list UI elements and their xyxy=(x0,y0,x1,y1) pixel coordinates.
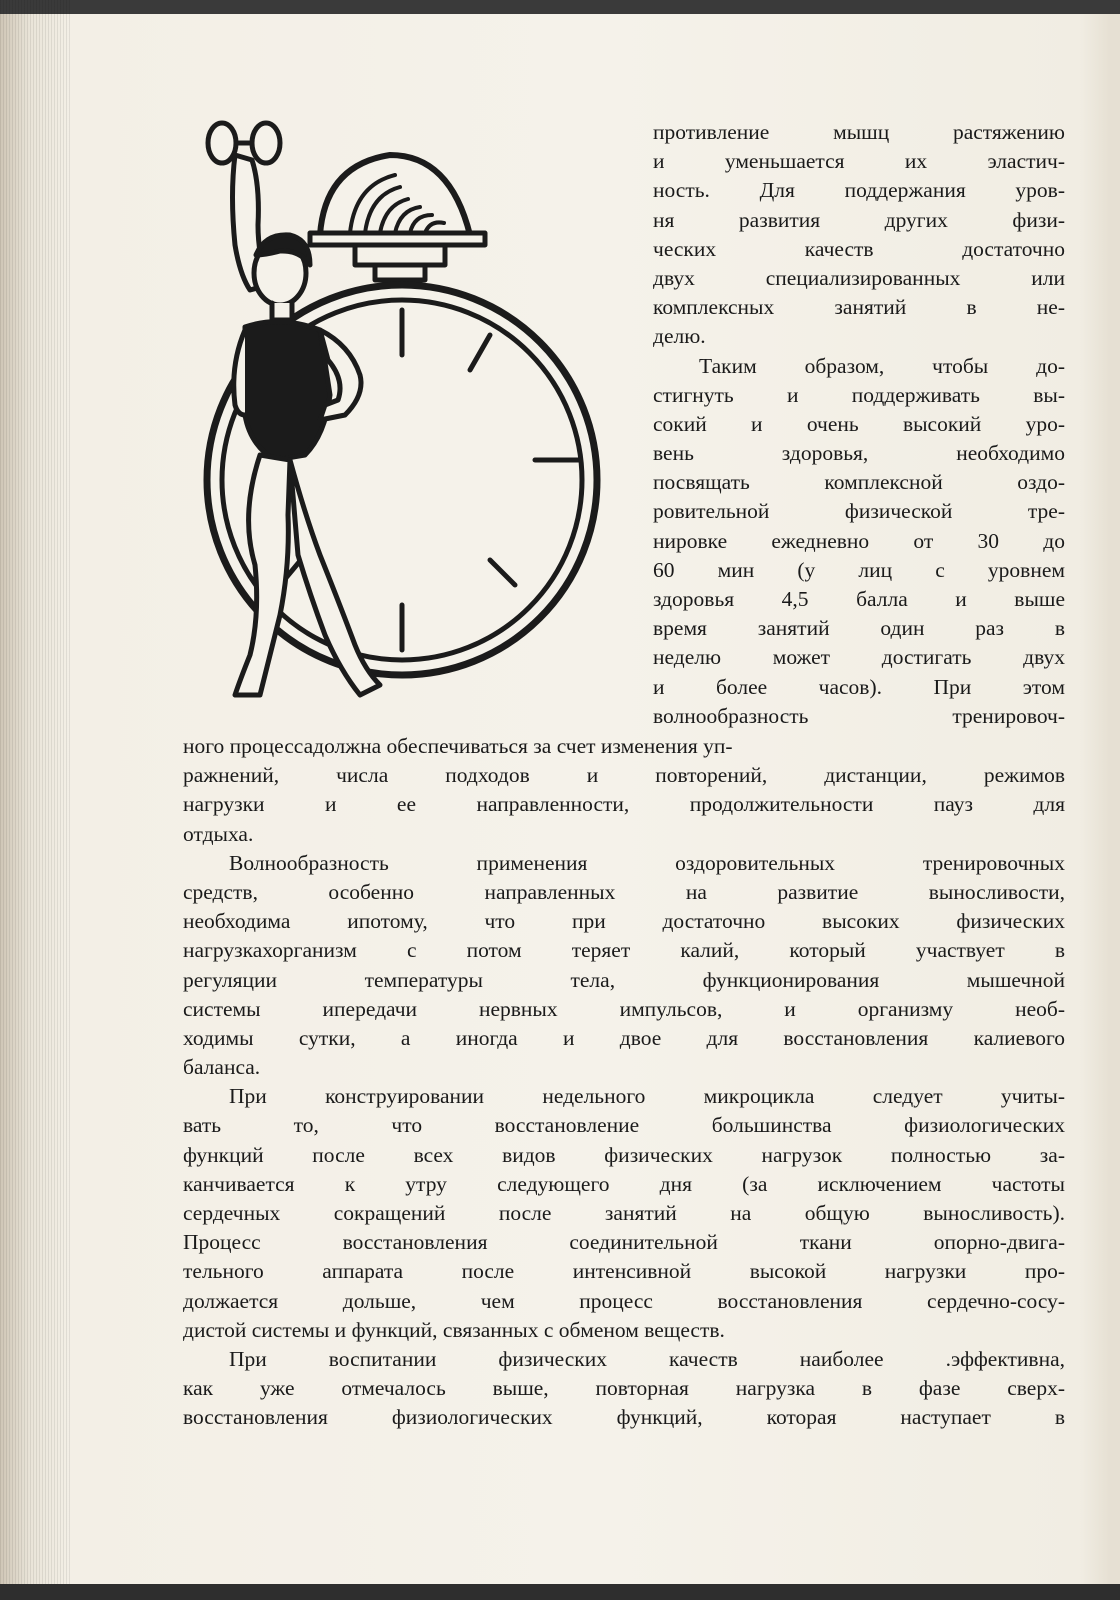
scan-bottom-edge xyxy=(0,1584,1120,1600)
text-line: регуляции температуры тела, функционирования мышечной xyxy=(183,967,1065,992)
text-line: нировке ежедневно от 30 до xyxy=(653,528,1065,553)
text-line: стигнуть и поддерживать вы- xyxy=(653,382,1065,407)
text-line: Таким образом, чтобы до- xyxy=(699,353,1065,378)
text-line: комплексных занятий в не- xyxy=(653,295,1065,320)
text-line: неделю может достигать двух xyxy=(653,645,1065,670)
text-line: восстановления физиологических функций, которая наступает в xyxy=(183,1405,1065,1430)
text-line: дистой системы и функций, связанных с обменом веществ. xyxy=(183,1317,725,1342)
text-line: волнообразность тренировоч- xyxy=(653,703,1065,728)
text-line: средств, особенно направленных на развитие выносливости, xyxy=(183,879,1065,904)
stopwatch-crown xyxy=(320,155,470,235)
text-line: необходима ипотому, что при достаточно высоких физических xyxy=(183,909,1065,934)
text-line: ческих качеств достаточно xyxy=(653,236,1065,261)
text-line: 60 мин (у лиц с уровнем xyxy=(653,557,1065,582)
text-line: делю. xyxy=(653,324,706,349)
text-line: ровительной физической тре- xyxy=(653,499,1065,524)
text-line: и более часов). При этом xyxy=(653,674,1065,699)
text-line: ного процессадолжна обеспечиваться за счет изменения уп- xyxy=(183,734,733,758)
text-line: и уменьшается их эластич- xyxy=(653,149,1065,174)
text-line: отдыха. xyxy=(183,821,254,846)
text-line: должается дольше, чем процесс восстановления сердечно-сосу- xyxy=(183,1288,1065,1313)
text-line: При воспитании физических качеств наиболее .эффективна, xyxy=(229,1346,1065,1371)
text-line: нагрузки и ее направленности, продолжительности пауз для xyxy=(183,792,1065,817)
text-line: сокий и очень высокий уро- xyxy=(653,411,1065,436)
text-line: функций после всех видов физических нагрузок полностью за- xyxy=(183,1142,1065,1167)
text-line: нагрузкахорганизм с потом теряет калий, который участвует в xyxy=(183,938,1065,963)
text-line: посвящать комплексной оздо- xyxy=(653,470,1065,495)
text-line: Процесс восстановления соединительной ткани опорно-двига- xyxy=(183,1230,1065,1255)
text-line: время занятий один раз в xyxy=(653,616,1065,641)
text-line: вать то, что восстановление большинства физиологических xyxy=(183,1113,1065,1138)
full-width-text xyxy=(183,732,1065,1433)
text-line: тельного аппарата после интенсивной высокой нагрузки про- xyxy=(183,1259,1065,1284)
page-stack-edges xyxy=(0,0,70,1600)
text-line: противление мышц растяжению xyxy=(653,120,1065,144)
text-line: системы ипередачи нервных импульсов, и организму необ- xyxy=(183,996,1065,1021)
scan-top-edge xyxy=(0,0,1120,14)
text-line: канчивается к утру следующего дня (за исключением частоты xyxy=(183,1171,1065,1196)
text-line: ня развития других физи- xyxy=(653,207,1065,232)
text-line: Волнообразность применения оздоровительных тренировочных xyxy=(229,850,1065,875)
right-column-text xyxy=(653,118,1065,731)
text-line: двух специализированных или xyxy=(653,265,1065,290)
text-line: ражнений, числа подходов и повторений, дистанции, режимов xyxy=(183,763,1065,788)
text-line: как уже отмечалось выше, повторная нагрузка в фазе сверх- xyxy=(183,1376,1065,1401)
text-line: вень здоровья, необходимо xyxy=(653,441,1065,466)
text-line: баланса. xyxy=(183,1055,261,1080)
text-line: ность. Для поддержания уров- xyxy=(653,178,1065,203)
stopwatch-weightlifter-illustration xyxy=(180,115,650,715)
text-line: сердечных сокращений после занятий на общую выносливость). xyxy=(183,1201,1065,1225)
text-line: При конструировании недельного микроцикла следует учиты- xyxy=(229,1084,1065,1109)
text-line: ходимы сутки, а иногда и двое для восстановления калиевого xyxy=(183,1025,1065,1050)
text-line: здоровья 4,5 балла и выше xyxy=(653,587,1065,611)
